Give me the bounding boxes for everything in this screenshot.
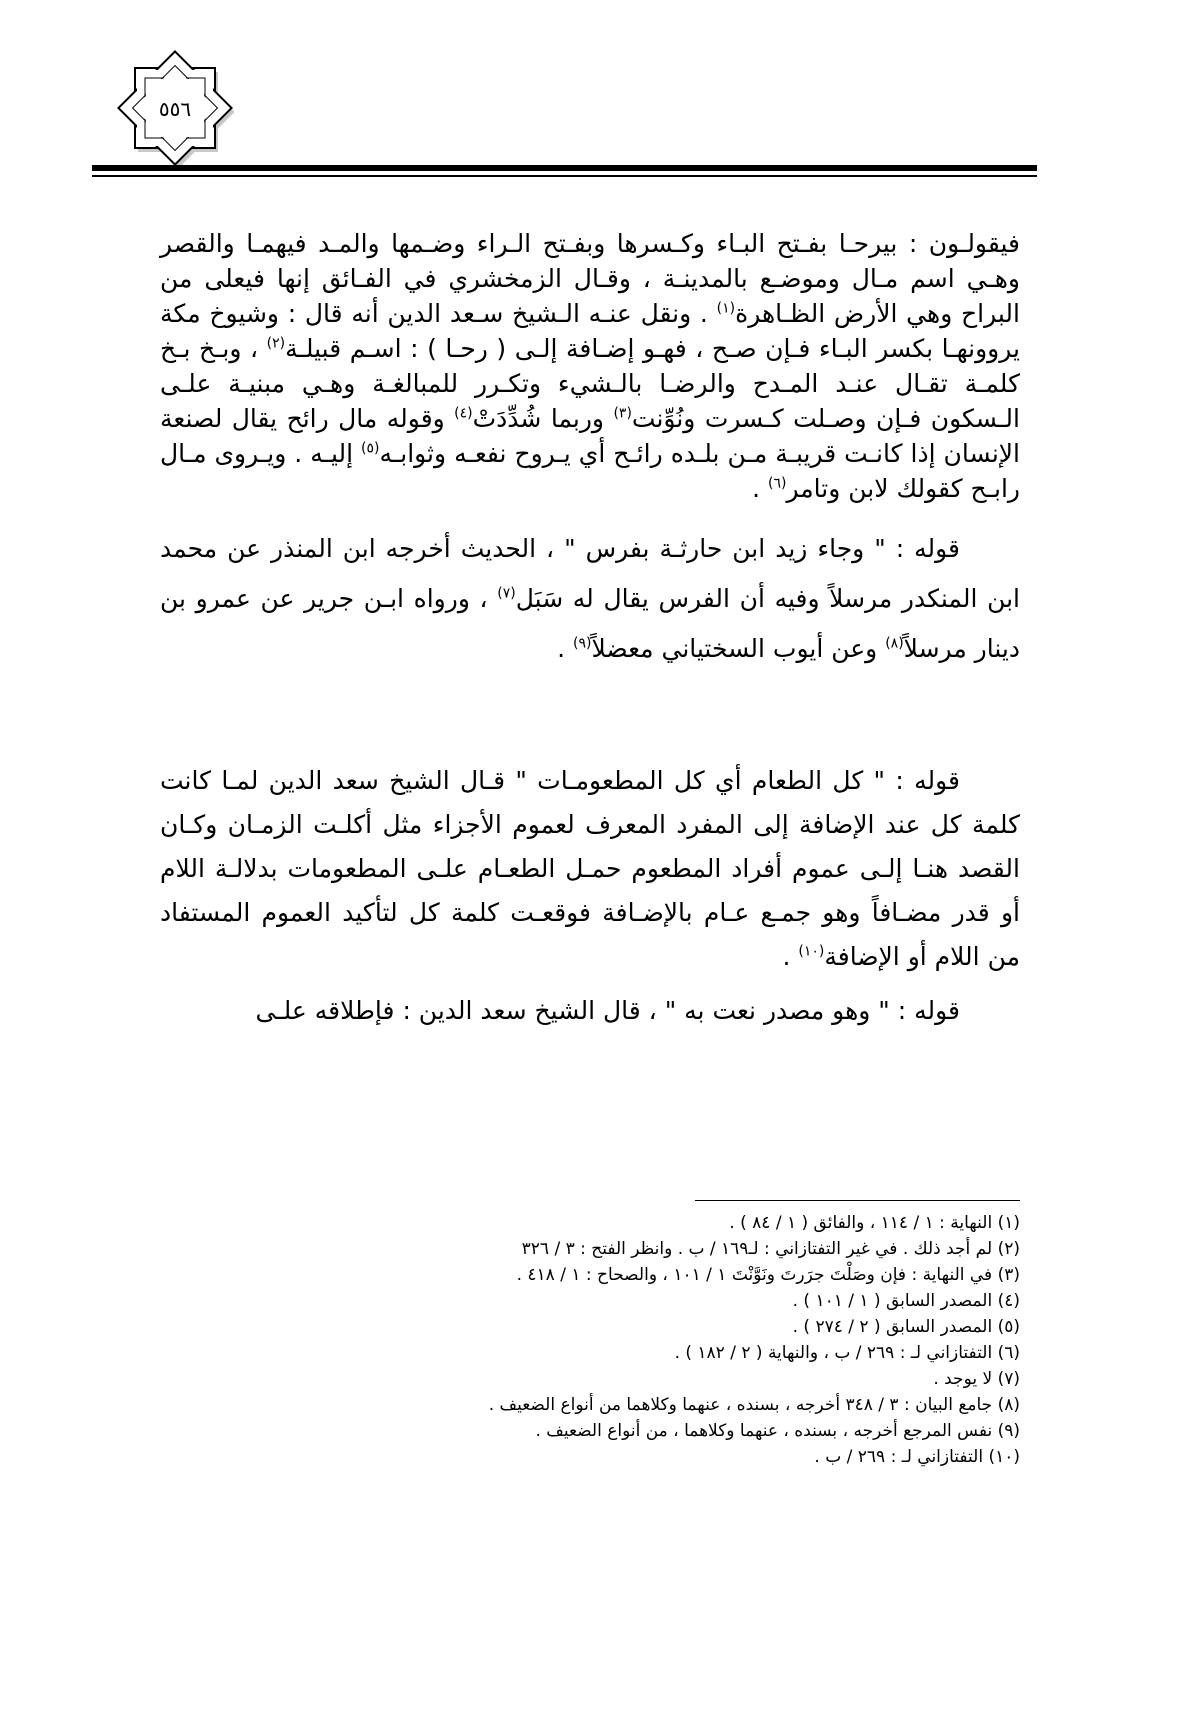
footnote-ref: (١٠) bbox=[798, 943, 825, 960]
footnote-item: (٢) لم أجد ذلك . في غير التفتازاني : لـ١٦٩ / ب . وانظر الفتح : ٣ / ٣٢٦ bbox=[521, 1239, 1020, 1259]
footnote-item: (٤) المصدر السابق ( ١ / ١٠١ ) . bbox=[792, 1291, 1020, 1311]
footnote-item: (١) النهاية : ١ / ١١٤ ، والفائق ( ١ / ٨٤ ) . bbox=[729, 1213, 1020, 1233]
footnote-ref: (٧) bbox=[497, 585, 516, 602]
footnote-item: (٧) لا يوجد . bbox=[933, 1369, 1020, 1389]
footnote-ref: (٩) bbox=[573, 635, 592, 652]
footnote-item: (٣) في النهاية : فإن وصَلْتَ جرَرتَ ونَوَّنْتَ ١ / ١٠١ ، والصحاح : ١ / ٤١٨ . bbox=[516, 1265, 1020, 1285]
paragraph-4: قوله : " وهو مصدر نعت به " ، قال الشيخ سعد الدين : فإطلاقه علـى bbox=[255, 996, 960, 1025]
footnote-item: (٩) نفس المرجع أخرجه ، بسنده ، عنهما وكلاهما ، من أنواع الضعيف . bbox=[535, 1421, 1020, 1441]
footnote-separator bbox=[695, 1200, 1020, 1201]
footnote-ref: (٤) bbox=[454, 405, 473, 422]
footnote-ref: (٨) bbox=[885, 635, 904, 652]
footnote-item: (١٠) التفتازاني لـ : ٢٦٩ / ب . bbox=[814, 1447, 1020, 1467]
footnote-item: (٥) المصدر السابق ( ٢ / ٢٧٤ ) . bbox=[792, 1317, 1020, 1337]
paragraph-1: فيقولـون : بيرحـا بفـتح البـاء وكـسرها وبفـتح الـراء وضـمها والمـد فيهمـا والقصر وهـي اسم مـال وموضـع بالمدينـة ، وقـال الزمخشري في الفـائق إنها فيعلى من البراح وهي الأرض الظـاهرة$^{(١)}$ . ونقل عنـه الـشيخ سـعد الدين أنه قال : وشيوخ مكة يروونهـا بكسر البـاء فـإن صـح ، فهـو إضـافة إلـى ( رحـا ) : اسـم قبيلـة$^{(٢)}$ ، وبـخ بـخ كلمـة تقـال عنـد المـدح والرضـا بالـشيء وتكـرر للمبالغـة وهـي مبنيـة علـى الـسكون فـإن وصـلت كـسرت ونُوِّنت$^{(٣)}$ وربما شُدِّدَتْ$^{(٤)}$ وقوله مال رائح يقال لصنعة الإنسان إذا كانـت قريبـة مـن بلـده رائـح أي يـروح نفعـه وثوابـه$^{(٥)}$ إليـه . ويـروى مـال رابـح كقولك لابن وتامر$^{(٦)}$ . bbox=[160, 229, 1021, 503]
footnote-ref: (٢) bbox=[266, 335, 286, 352]
main-text bbox=[160, 226, 1020, 1033]
footnote-ref: (٥) bbox=[361, 440, 380, 457]
header-rule-thick bbox=[92, 165, 1037, 171]
footnotes bbox=[160, 1210, 1020, 1470]
footnote-item: (٦) التفتازاني لـ : ٢٦٩ / ب ، والنهاية ( ٢ / ١٨٢ ) . bbox=[674, 1343, 1020, 1363]
footnote-item: (٨) جامع البيان : ٣ / ٣٤٨ أخرجه ، بسنده ، عنهما وكلاهما من أنواع الضعيف . bbox=[488, 1395, 1020, 1415]
paragraph-2: قوله : " وجاء زيد ابن حارثـة بفرس " ، الحديث أخرجه ابن المنذر عن محمد ابن المنكدر مرسلاً وفيه أن الفرس يقال له سَبَل$^{(٧)}$ ، ورواه ابـن جرير عن عمرو بن دينار مرسلاً$^{(٨)}$ وعن أيوب السختياني معضلاً$^{(٩)}$ . bbox=[160, 534, 1021, 663]
footnote-ref: (٣) bbox=[613, 405, 632, 422]
header-rule-thin bbox=[92, 175, 1037, 177]
paragraph-3: قوله : " كل الطعام أي كل المطعومـات " قـال الشيخ سعد الدين لمـا كانت كلمة كل عند الإضافة إلى المفرد المعرف لعموم الأجزاء مثل أكلـت الزمـان وكـان القصد هنـا إلـى عموم أفراد المطعوم حمـل الطعـام علـى المطعومات بدلالـة اللام أو قدر مضـافاً وهو جمـع عـام بالإضـافة فوقعـت كلمة كل لتأكيد العموم المستفاد من اللام أو الإضافة$^{(١٠)}$ . bbox=[160, 766, 1020, 971]
page-number-badge bbox=[110, 42, 240, 172]
page-number: ٥٥٦ bbox=[158, 97, 192, 121]
footnote-ref: (٦) bbox=[768, 475, 787, 492]
footnote-ref: (١) bbox=[716, 300, 736, 317]
